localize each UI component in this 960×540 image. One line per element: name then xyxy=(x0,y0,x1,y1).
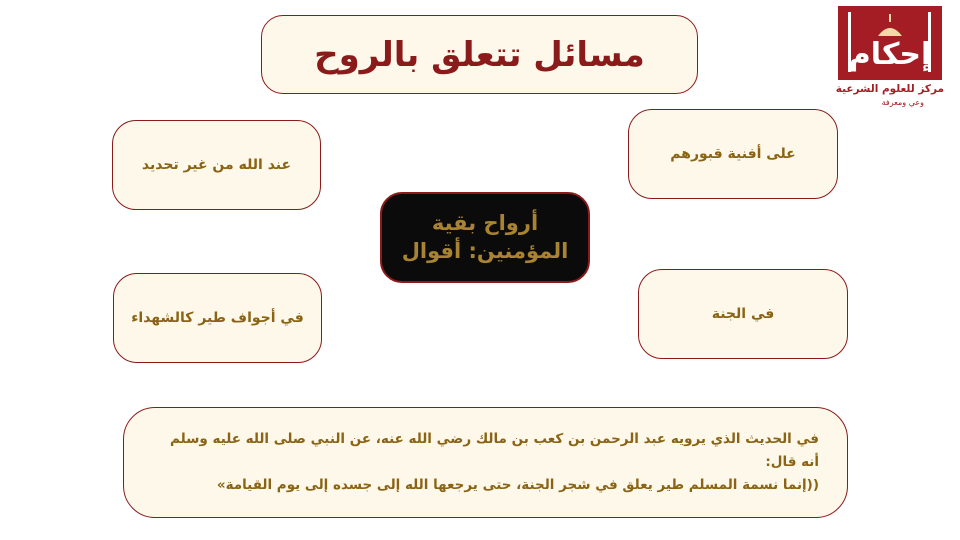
slide-title: مسائل تتعلق بالروح xyxy=(314,34,645,75)
central-topic-line-2: المؤمنين: أقوال xyxy=(401,238,569,263)
central-topic-box xyxy=(380,192,590,283)
hadith-line-1: في الحديث الذي يرويه عبد الرحمن بن كعب بن مالك رضي الله عنه، عن النبي صلى الله عليه وسلم أنه قال: xyxy=(170,431,819,471)
opinion-box-top-right xyxy=(628,109,838,199)
brand-logo xyxy=(834,4,946,106)
hadith-box xyxy=(123,407,848,518)
title-box xyxy=(261,15,698,94)
opinion-label: على أفنية قبورهم xyxy=(670,146,796,162)
opinion-label: عند الله من غير تحديد xyxy=(141,157,292,173)
logo-wordmark: إحكام xyxy=(848,37,932,72)
logo-subtagline: وعي ومعرفة xyxy=(881,98,924,107)
hadith-line-2: ((إنما نسمة المسلم طير يعلق في شجر الجنة، حتى يرجعها الله إلى جسده إلى يوم القيامة» xyxy=(216,476,819,493)
central-topic-line-1: أرواح بقية xyxy=(431,211,539,236)
opinion-box-bottom-left xyxy=(113,273,322,363)
opinion-label: في أجواف طير كالشهداء xyxy=(131,310,304,326)
logo-mark xyxy=(838,6,942,80)
opinion-box-bottom-right xyxy=(638,269,848,359)
opinion-label: في الجنة xyxy=(711,306,775,322)
logo-tagline: مركز للعلوم الشرعية xyxy=(835,83,944,95)
opinion-box-top-left xyxy=(112,120,321,210)
